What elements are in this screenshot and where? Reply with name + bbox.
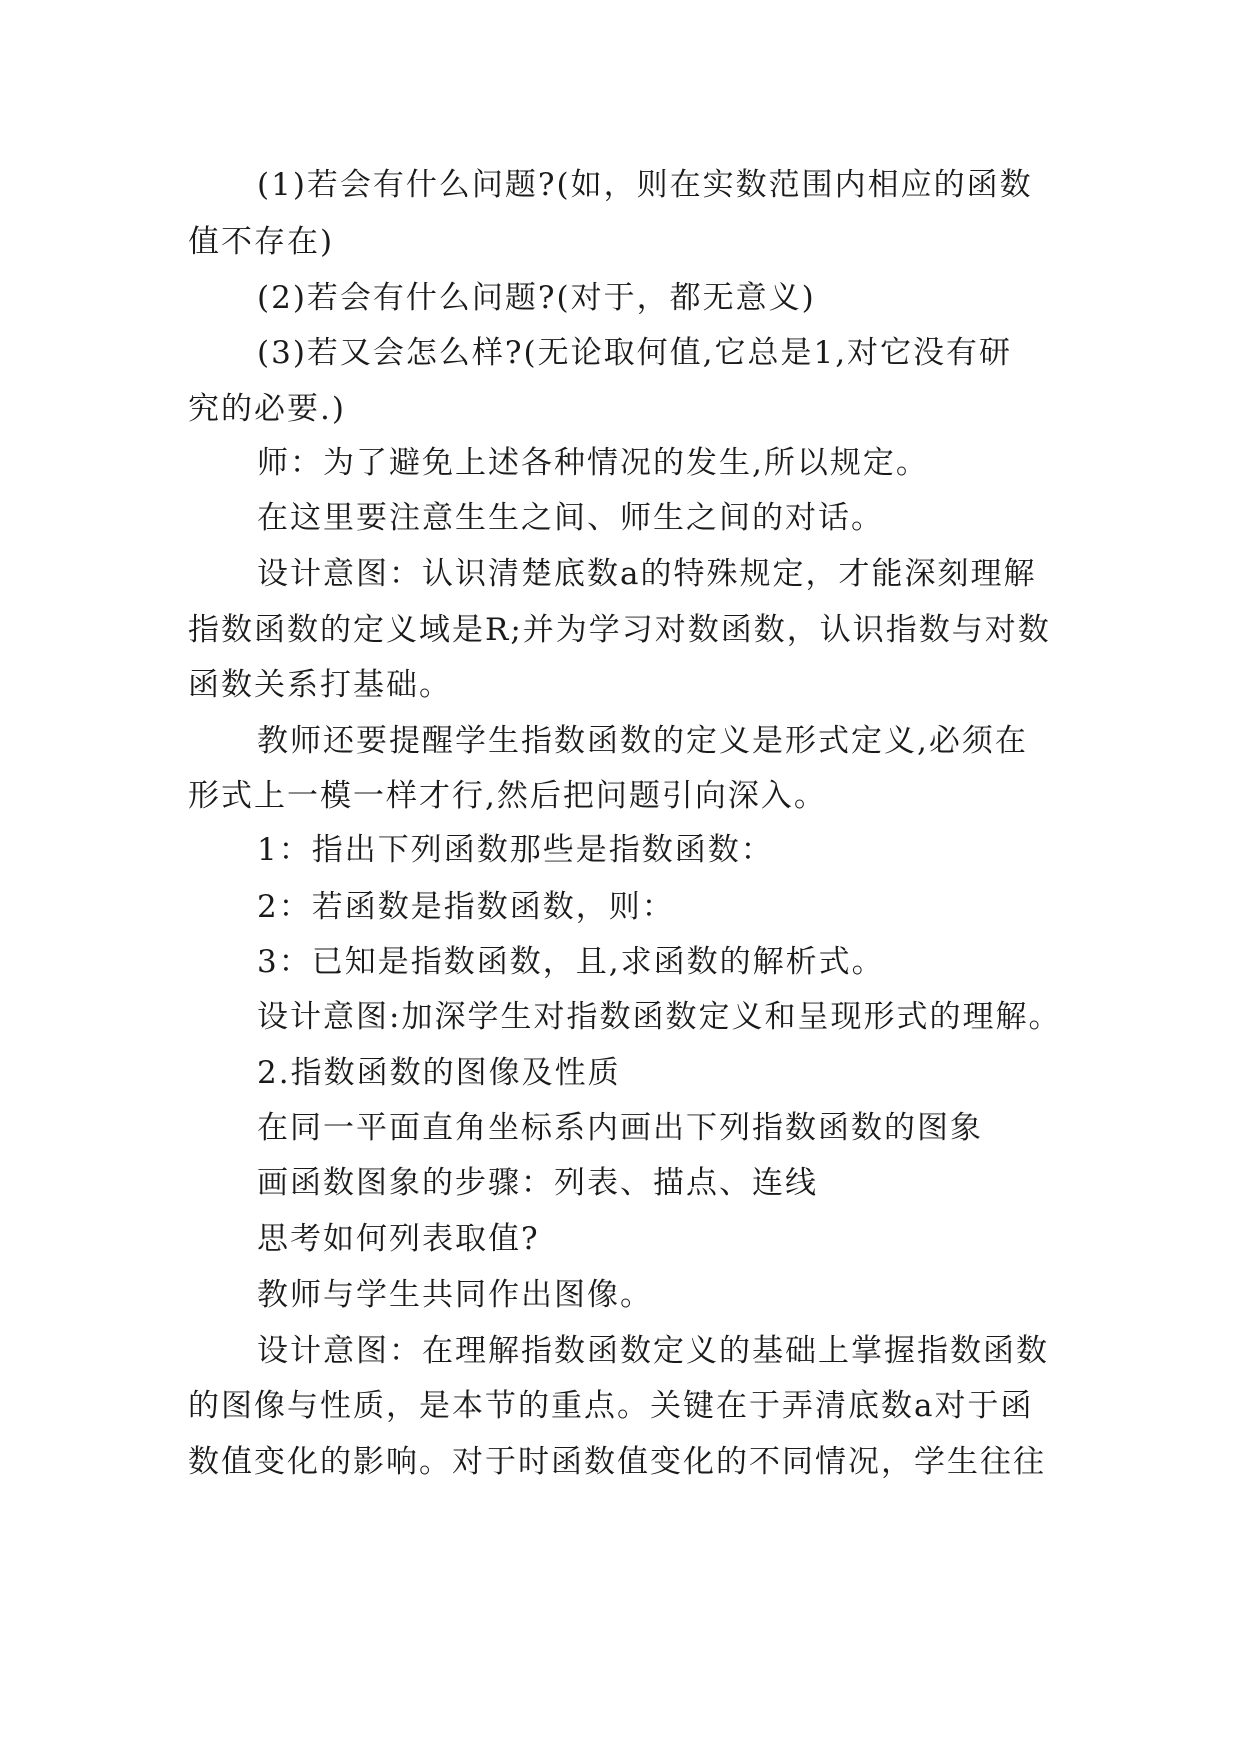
section-heading: 2.指数函数的图像及性质 xyxy=(257,1055,621,1091)
paragraph-line: 设计意图：在理解指数函数定义的基础上掌握指数函数 xyxy=(257,1333,1049,1369)
paragraph-line: 1：指出下列函数那些是指数函数： xyxy=(257,832,774,868)
paragraph-line: 究的必要.) xyxy=(188,391,346,427)
paragraph-line: 指数函数的定义域是R;并为学习对数函数，认识指数与对数 xyxy=(188,612,1051,648)
paragraph-line: 3：已知是指数函数，且,求函数的解析式。 xyxy=(257,944,885,980)
paragraph-line: (3)若又会怎么样?(无论取何值,它总是1,对它没有研 xyxy=(257,335,1013,371)
paragraph-line: 数值变化的影响。对于时函数值变化的不同情况，学生往往 xyxy=(188,1444,1046,1480)
paragraph-line: 值不存在) xyxy=(188,224,335,260)
paragraph-line: 形式上一模一样才行,然后把问题引向深入。 xyxy=(188,778,827,814)
paragraph-line: 思考如何列表取值? xyxy=(257,1221,540,1257)
paragraph-line: 教师还要提醒学生指数函数的定义是形式定义,必须在 xyxy=(257,723,1028,759)
paragraph-line: 函数关系打基础。 xyxy=(188,667,452,703)
paragraph-line: (2)若会有什么问题?(对于，都无意义) xyxy=(257,280,816,316)
paragraph-line: 在这里要注意生生之间、师生之间的对话。 xyxy=(257,500,884,536)
paragraph-line: 师：为了避免上述各种情况的发生,所以规定。 xyxy=(257,445,929,481)
paragraph-line: 在同一平面直角坐标系内画出下列指数函数的图象 xyxy=(257,1110,983,1146)
paragraph-line: (1)若会有什么问题?(如，则在实数范围内相应的函数 xyxy=(257,167,1033,203)
paragraph-line: 设计意图：认识清楚底数a的特殊规定，才能深刻理解 xyxy=(257,556,1037,592)
paragraph-line: 画函数图象的步骤：列表、描点、连线 xyxy=(257,1165,818,1201)
paragraph-line: 的图像与性质，是本节的重点。关键在于弄清底数a对于函 xyxy=(188,1388,1034,1424)
paragraph-line: 2：若函数是指数函数，则： xyxy=(257,889,675,925)
paragraph-line: 教师与学生共同作出图像。 xyxy=(257,1277,653,1313)
paragraph-line: 设计意图:加深学生对指数函数定义和呈现形式的理解。 xyxy=(257,999,1062,1035)
